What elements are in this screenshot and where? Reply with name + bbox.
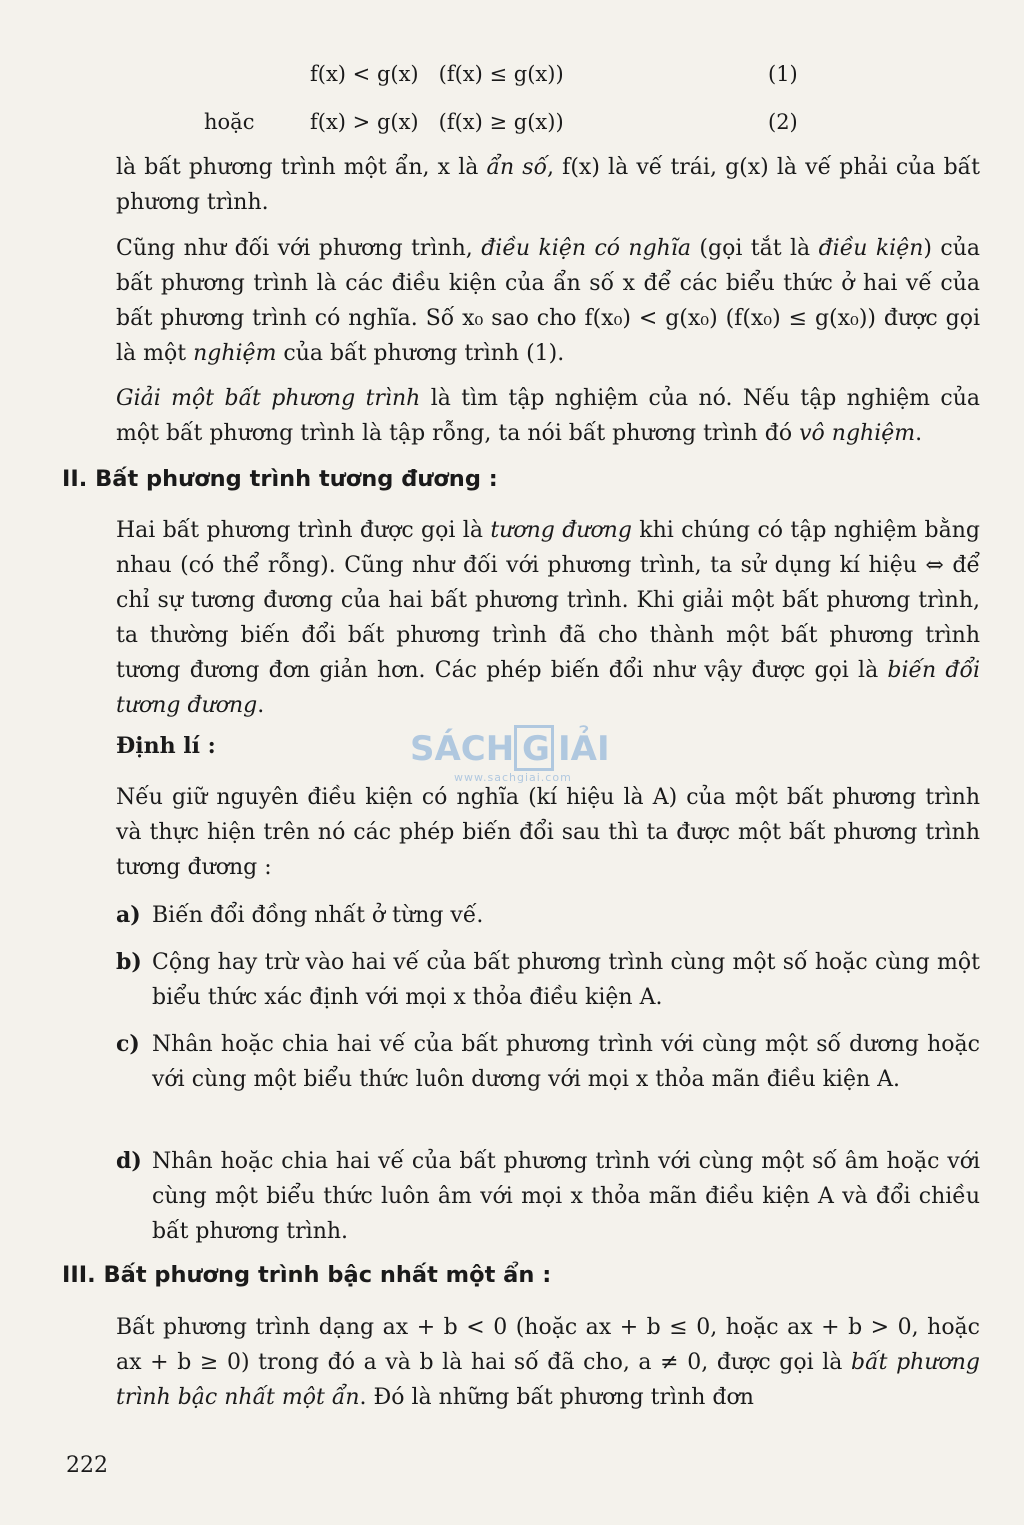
text-run: Bất phương trình dạng ax + b < 0 (hoặc ax + b ≤ 0, hoặc ax + b > 0, hoặc ax + b ≥ 0) trong đó a và b là hai số đã cho, a ≠ 0, được gọi là: [116, 1315, 980, 1375]
equation-number: (2): [768, 110, 798, 134]
item-label: c): [116, 1031, 140, 1057]
item-label: d): [116, 1148, 142, 1174]
item-text: Biến đổi đồng nhất ở từng vế.: [152, 903, 484, 928]
italic-term: điều kiện có nghĩa: [481, 236, 691, 261]
equation-expr: f(x) < g(x) (f(x) ≤ g(x)): [310, 62, 564, 86]
watermark-text: IẢI: [558, 729, 610, 769]
italic-term: biến đổi tương đương: [116, 658, 980, 718]
watermark-text: SÁCH: [410, 729, 515, 769]
paragraph-condition: [116, 231, 980, 371]
paragraph-solve: [116, 381, 980, 451]
watermark-url: www.sachgiai.com: [454, 771, 572, 784]
page-number: 222: [66, 1453, 108, 1478]
italic-term: nghiệm: [193, 341, 277, 366]
equation-2-prefix: hoặc: [204, 110, 255, 134]
paragraph-definition: [116, 150, 980, 220]
equation-1: [310, 62, 564, 86]
text-run: .: [257, 693, 265, 718]
equation-2: [310, 110, 564, 134]
item-label: a): [116, 902, 141, 928]
text-run: Hai bất phương trình được gọi là: [116, 518, 491, 543]
italic-term: ẩn số: [486, 155, 548, 180]
equation-number: (1): [768, 62, 798, 86]
text-run: của bất phương trình (1).: [276, 341, 565, 366]
section-heading-linear: III. Bất phương trình bậc nhất một ẩn :: [62, 1262, 552, 1288]
paragraph-linear: [116, 1310, 980, 1415]
watermark-letter: G: [522, 729, 550, 769]
text-run: .: [915, 421, 923, 446]
italic-term: bất phương trình bậc nhất một ẩn: [116, 1350, 980, 1410]
section-heading-equivalent: II. Bất phương trình tương đương :: [62, 466, 498, 492]
italic-term: tương đương: [490, 518, 632, 543]
item-label: b): [116, 949, 142, 975]
text-run: khi chúng có tập nghiệm bằng nhau (có thể rỗng). Cũng như đối với phương trình, ta sử dụng kí hiệu ⇔ để chỉ sự tương đương của hai bất phương trình. Khi giải một bất phương trình, ta thường biến đổi bất phương trình đã cho thành một bất phương trình tương đương đơn giản hơn. Các phép biến đổi như vậy được gọi là: [116, 518, 980, 683]
italic-term: Giải một bất phương trình: [116, 386, 421, 411]
text-run: là bất phương trình một ẩn, x là: [116, 155, 487, 180]
text-run: Cũng như đối với phương trình,: [116, 236, 482, 261]
text-run: , f(x) là vế trái, g(x) là vế phải của bất phương trình.: [116, 155, 980, 215]
text-run: (gọi tắt là: [691, 236, 819, 261]
watermark-logo: [410, 727, 620, 784]
italic-term: điều kiện: [818, 236, 924, 261]
italic-term: vô nghiệm: [799, 421, 916, 446]
theorem-intro: Nếu giữ nguyên điều kiện có nghĩa (kí hiệu là A) của một bất phương trình và thực hiện trên nó các phép biến đổi sau thì ta được một bất phương trình tương đương :: [116, 785, 980, 880]
equation-expr: f(x) > g(x) (f(x) ≥ g(x)): [310, 110, 564, 134]
text-run: . Đó là những bất phương trình đơn: [359, 1385, 754, 1410]
item-text: Nhân hoặc chia hai vế của bất phương trình với cùng một số âm hoặc với cùng một biểu thức luôn âm với mọi x thỏa mãn điều kiện A và đổi chiều bất phương trình.: [152, 1149, 980, 1244]
theorem-title: Định lí :: [116, 733, 216, 759]
text-run: là tìm tập nghiệm của nó. Nếu tập nghiệm của một bất phương trình là tập rỗng, ta nói bất phương trình đó: [116, 386, 980, 446]
item-text: Cộng hay trừ vào hai vế của bất phương trình cùng một số hoặc cùng một biểu thức xác định với mọi x thỏa điều kiện A.: [152, 950, 980, 1010]
item-text: Nhân hoặc chia hai vế của bất phương trình với cùng một số dương hoặc với cùng một biểu thức luôn dương với mọi x thỏa mãn điều kiện A.: [152, 1032, 980, 1092]
text-run: ) của bất phương trình là các điều kiện của ẩn số x để các biểu thức ở hai vế của bất phương trình có nghĩa. Số x₀ sao cho f(x₀) < g(x₀) (f(x₀) ≤ g(x₀)) được gọi là một: [116, 236, 981, 366]
paragraph-equivalent: [116, 513, 980, 723]
